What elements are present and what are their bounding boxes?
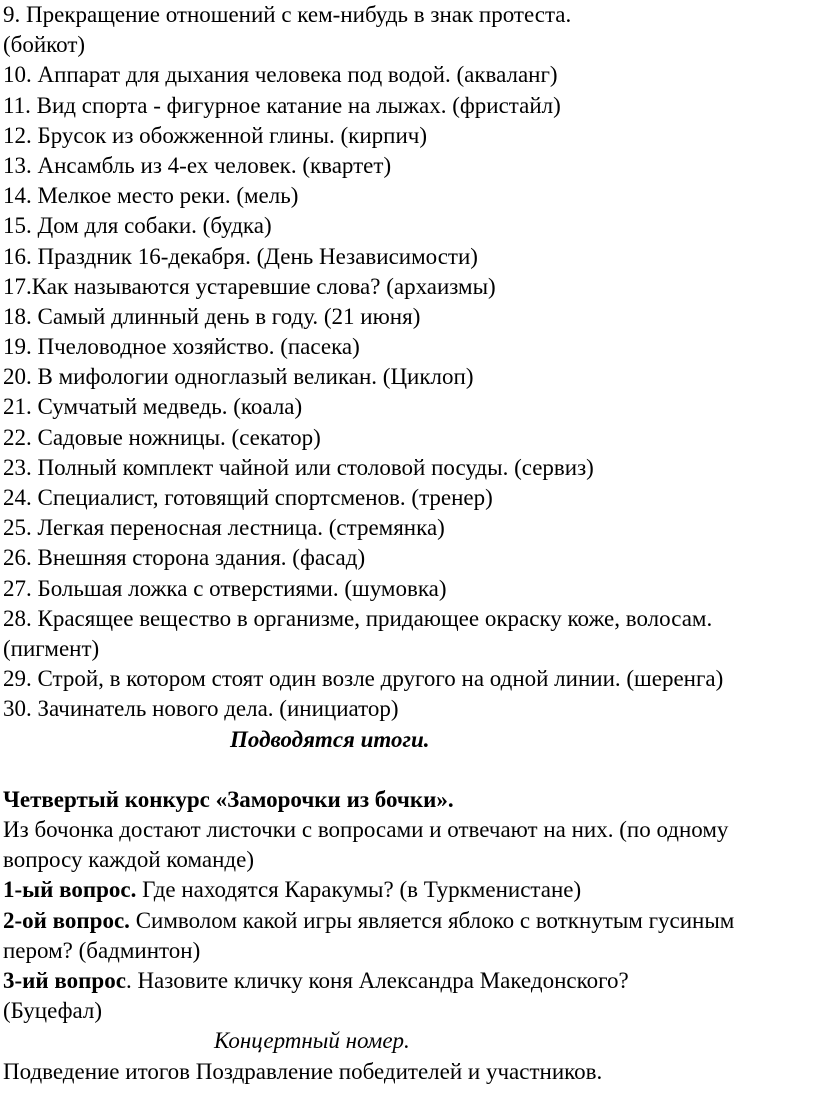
quiz-item: 25. Легкая переносная лестница. (стремянка) — [3, 515, 445, 541]
blank-line — [3, 755, 811, 785]
quiz-item: 10. Аппарат для дыхания человека под водой. (акваланг) — [3, 62, 558, 88]
contest4-intro-line2: вопросу каждой команде) — [3, 847, 254, 873]
quiz-item: (бойкот) — [3, 32, 86, 58]
document-page — [3, 0, 811, 1087]
question-3-text: . Назовите кличку коня Александра Македонского? — [125, 968, 629, 993]
question-2-label: 2-ой вопрос. — [3, 907, 130, 933]
quiz-item: 12. Брусок из обожженной глины. (кирпич) — [3, 122, 427, 148]
question-3-label: 3-ий вопрос — [3, 968, 126, 993]
quiz-item: 16. Праздник 16-декабря. (День Независимости) — [3, 243, 478, 269]
question-1-label: 1-ый вопрос. — [3, 877, 137, 903]
quiz-item: 19. Пчеловодное хозяйство. (пасека) — [3, 334, 360, 360]
quiz-item: (пигмент) — [3, 635, 100, 661]
concert-number: Концертный номер. — [214, 1028, 410, 1054]
results-heading: Подводятся итоги. — [230, 726, 430, 752]
quiz-item: 18. Самый длинный день в году. (21 июня) — [3, 303, 421, 329]
question-2 — [3, 906, 811, 936]
quiz-item: 9. Прекращение отношений с кем-нибудь в знак протеста. — [3, 2, 572, 27]
question-3 — [3, 966, 811, 996]
question-2-continuation: пером? (бадминтон) — [3, 937, 201, 963]
question-1 — [3, 875, 811, 905]
quiz-item: 27. Большая ложка с отверстиями. (шумовка) — [3, 575, 447, 601]
quiz-item: 20. В мифологии одноглазый великан. (Циклоп) — [3, 364, 474, 390]
question-3-continuation: (Буцефал) — [3, 998, 103, 1024]
quiz-item: 24. Специалист, готовящий спортсменов. (тренер) — [3, 485, 493, 510]
quiz-list — [3, 0, 811, 725]
question-1-text: Где находятся Каракумы? (в Туркменистане) — [136, 877, 582, 903]
quiz-item: 11. Вид спорта - фигурное катание на лыжах. (фристайл) — [3, 92, 561, 118]
quiz-item: 22. Садовые ножницы. (секатор) — [3, 424, 321, 450]
quiz-item: 14. Мелкое место реки. (мель) — [3, 183, 299, 209]
closing-line: Подведение итогов Поздравление победителей и участников. — [3, 1058, 603, 1084]
quiz-item: 28. Красящее вещество в организме, придающее окраску коже, волосам. — [3, 605, 713, 631]
question-2-text: Символом какой игры является яблоко с воткнутым гусиным — [129, 907, 735, 933]
quiz-item: 26. Внешняя сторона здания. (фасад) — [3, 545, 366, 571]
quiz-item: 17.Как называются устаревшие слова? (архаизмы) — [3, 273, 496, 299]
quiz-item: 13. Ансамбль из 4-ех человек. (квартет) — [3, 152, 392, 178]
quiz-item: 23. Полный комплект чайной или столовой посуды. (сервиз) — [3, 454, 594, 480]
quiz-item: 15. Дом для собаки. (будка) — [3, 213, 272, 239]
quiz-item: 21. Сумчатый медведь. (коала) — [3, 394, 303, 420]
contest4-title: Четвертый конкурс «Заморочки из бочки». — [3, 786, 454, 812]
quiz-item: 29. Строй, в котором стоят один возле другого на одной линии. (шеренга) — [3, 666, 724, 692]
contest4-intro-line1: Из бочонка достают листочки с вопросами и отвечают на них. (по одному — [3, 817, 729, 843]
quiz-item: 30. Зачинатель нового дела. (инициатор) — [3, 696, 399, 722]
